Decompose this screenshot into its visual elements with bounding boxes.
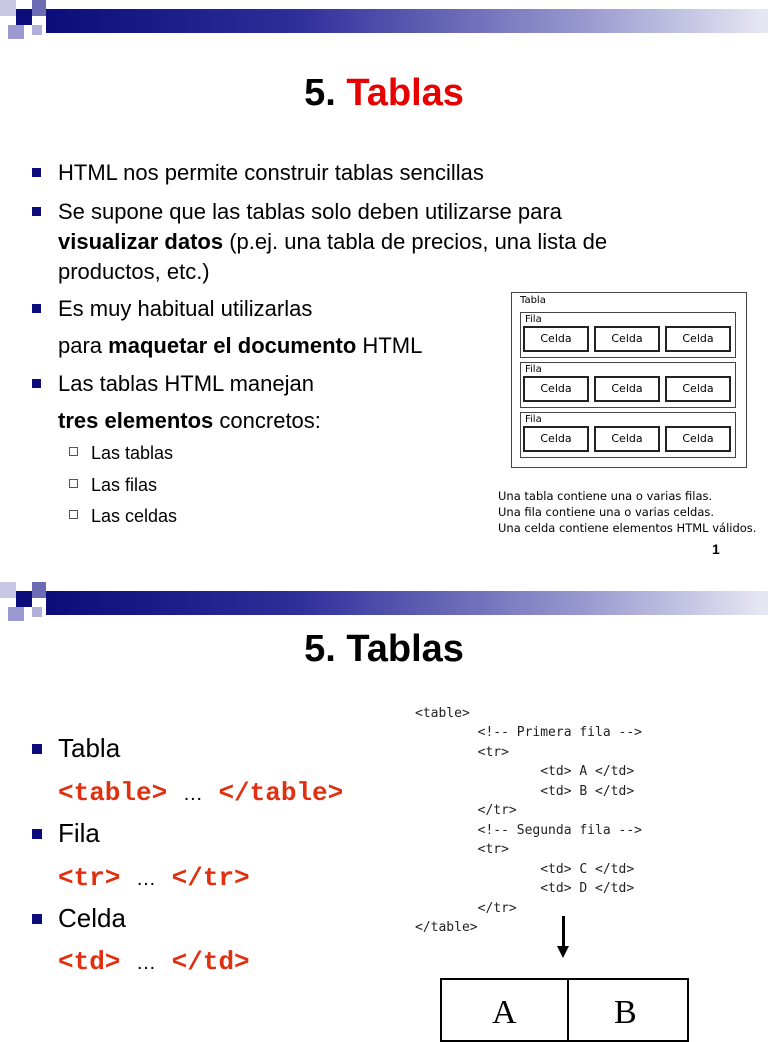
diagram-row-label: Fila	[525, 414, 542, 425]
slide-title: 5. Tablas	[304, 628, 464, 670]
logo-square	[8, 25, 24, 39]
item-label: Tabla	[58, 733, 121, 763]
diagram-cell: Celda	[665, 376, 731, 402]
sub-item	[69, 443, 173, 464]
code-line: <!-- Primera fila -->	[415, 725, 642, 740]
tag-close: </td>	[171, 947, 250, 977]
rendered-cell: B	[614, 994, 637, 1031]
diagram-row	[520, 312, 736, 358]
bullet-4	[32, 369, 321, 436]
tag-open: <table>	[58, 778, 168, 808]
diagram-row	[520, 412, 736, 458]
bullet-2	[32, 197, 712, 287]
gradient-band	[46, 9, 768, 33]
code-line: <td> C </td>	[415, 861, 635, 877]
code-line: <td> A </td>	[415, 764, 635, 779]
tag-close: </tr>	[171, 863, 250, 893]
bullet-text: Es muy habitual utilizarlas	[58, 296, 313, 321]
cell-divider	[567, 980, 569, 1040]
rendered-table	[440, 978, 689, 1042]
diagram-cell: Celda	[594, 326, 660, 352]
caption-line: Una celda contiene elementos HTML válidos.	[498, 521, 757, 535]
bullet-text: concretos:	[213, 408, 321, 433]
code-line: <td> D </td>	[415, 881, 635, 896]
bullet-text: para	[58, 333, 109, 358]
code-line: <!-- Segunda fila -->	[415, 822, 642, 838]
sub-item-text: Las celdas	[91, 506, 178, 526]
bullet-text: productos, etc.)	[58, 259, 210, 284]
logo-square	[32, 25, 42, 35]
tag-dots: …	[136, 868, 157, 890]
tag-dots: …	[136, 952, 157, 974]
bullet-square-icon	[32, 379, 41, 388]
hollow-square-icon	[69, 479, 78, 488]
rendered-cell: A	[492, 994, 517, 1031]
diagram-cell: Celda	[523, 376, 589, 402]
bullet-square-icon	[32, 744, 42, 754]
bullet-3	[32, 294, 422, 361]
tag-tr	[58, 863, 250, 893]
code-line: <tr>	[415, 842, 509, 857]
bullet-text: Se supone que las tablas solo deben utilizarse para	[58, 199, 562, 224]
item-tabla	[32, 733, 120, 763]
header-bar	[0, 0, 768, 48]
sub-item-text: Las tablas	[91, 443, 174, 463]
code-line: <tr>	[415, 744, 509, 760]
gradient-band	[46, 591, 768, 615]
tag-table	[58, 778, 343, 808]
tag-dots: …	[182, 783, 203, 805]
logo-square	[0, 0, 16, 16]
bullet-bold: maquetar el documento	[108, 333, 357, 358]
diagram-cell: Celda	[594, 426, 660, 452]
logo-square	[32, 0, 46, 16]
arrowhead-icon	[557, 946, 569, 958]
code-line: <table>	[415, 705, 470, 721]
diagram-cell: Celda	[523, 326, 589, 352]
code-line: <td> B </td>	[415, 783, 635, 799]
logo-square	[16, 9, 32, 25]
tag-open: <td>	[58, 947, 121, 977]
diagram-table-label: Tabla	[520, 295, 546, 306]
code-line: </tr>	[415, 900, 517, 916]
hollow-square-icon	[69, 510, 78, 519]
bullet-text: Las tablas HTML manejan	[58, 371, 314, 396]
code-line: </table>	[415, 920, 478, 935]
bullet-square-icon	[32, 304, 41, 313]
diagram-row-label: Fila	[525, 364, 542, 375]
bullet-square-icon	[32, 829, 42, 839]
bullet-bold: visualizar datos	[58, 229, 224, 254]
code-example	[415, 684, 642, 957]
bullet-square-icon	[32, 168, 41, 177]
header-bar	[0, 582, 768, 630]
diagram-cell: Celda	[665, 326, 731, 352]
tag-open: <tr>	[58, 863, 121, 893]
sub-item	[69, 475, 157, 496]
item-fila	[32, 818, 100, 848]
hollow-square-icon	[69, 447, 78, 456]
table-diagram	[511, 292, 747, 468]
bullet-square-icon	[32, 207, 41, 216]
logo-square	[0, 582, 16, 598]
diagram-caption	[498, 488, 756, 536]
tag-close: </table>	[218, 778, 344, 808]
item-label: Celda	[58, 903, 126, 933]
title-number: 5.	[304, 72, 336, 114]
item-celda	[32, 903, 126, 933]
sub-item-text: Las filas	[91, 475, 158, 495]
diagram-row-label: Fila	[525, 314, 542, 325]
bullet-1	[32, 158, 484, 188]
logo-square	[32, 582, 46, 598]
code-line: </tr>	[415, 803, 517, 818]
tag-td	[58, 947, 250, 977]
logo-square	[32, 607, 42, 617]
logo-square	[16, 591, 32, 607]
bullet-square-icon	[32, 914, 42, 924]
logo-square	[8, 607, 24, 621]
sub-item	[69, 506, 177, 527]
item-label: Fila	[58, 818, 100, 848]
caption-line: Una tabla contiene una o varias filas.	[498, 489, 713, 503]
page-number: 1	[712, 541, 720, 557]
slide-title	[0, 72, 768, 115]
diagram-cell: Celda	[665, 426, 731, 452]
bullet-text: (p.ej. una tabla de precios, una lista de	[223, 229, 608, 254]
title-word: Tablas	[346, 72, 464, 114]
caption-line: Una fila contiene una o varias celdas.	[498, 505, 715, 519]
diagram-cell: Celda	[594, 376, 660, 402]
bullet-text: HTML nos permite construir tablas sencillas	[58, 160, 484, 185]
bullet-bold: tres elementos	[58, 408, 214, 433]
bullet-text: HTML	[356, 333, 423, 358]
diagram-row	[520, 362, 736, 408]
diagram-cell: Celda	[523, 426, 589, 452]
